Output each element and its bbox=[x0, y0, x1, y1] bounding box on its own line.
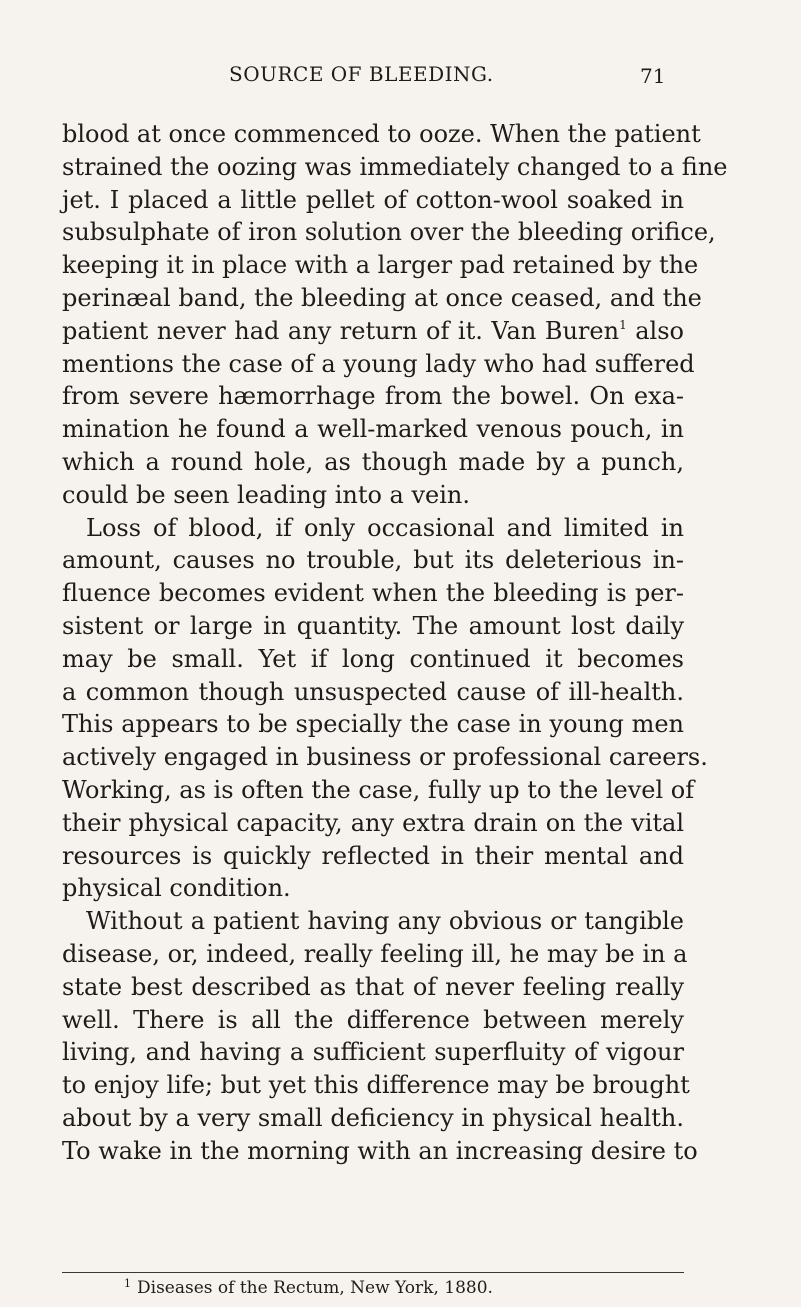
text-line: subsulphate of iron solution over the bleeding orifice, bbox=[62, 218, 716, 247]
footnote bbox=[124, 1277, 493, 1298]
text-line: their physical capacity, any extra drain on the vital bbox=[62, 808, 684, 837]
text-line: strained the oozing was immediately changed to a fine bbox=[62, 152, 728, 181]
text-line: may be small. Yet if long continued it becomes bbox=[62, 644, 684, 673]
text-line: This appears to be specially the case in young men bbox=[62, 710, 684, 739]
page-number: 71 bbox=[640, 64, 666, 88]
text-line: mentions the case of a young lady who had suffered bbox=[62, 349, 695, 378]
text-line: amount, causes no trouble, but its deleterious in- bbox=[62, 546, 684, 575]
text-line: Working, as is often the case, fully up to the level of bbox=[62, 775, 695, 804]
text-line: state best described as that of never feeling really bbox=[62, 972, 684, 1001]
footnote-marker: 1 bbox=[124, 1277, 131, 1290]
text-line: to enjoy life; but yet this difference may be brought bbox=[62, 1071, 690, 1100]
text-line: jet. I placed a little pellet of cotton-wool soaked in bbox=[62, 185, 684, 214]
text-line: disease, or, indeed, really feeling ill, he may be in a bbox=[62, 939, 688, 968]
text-line: sistent or large in quantity. The amount lost daily bbox=[62, 611, 684, 640]
text-line: physical condition. bbox=[62, 874, 291, 903]
text-line-segment: patient never had any return of it. Van Buren bbox=[62, 316, 620, 345]
text-line: living, and having a sufficient superfluity of vigour bbox=[62, 1038, 684, 1067]
text-line: fluence becomes evident when the bleeding is per- bbox=[62, 579, 684, 608]
text-line: actively engaged in business or professional careers. bbox=[62, 743, 708, 772]
footnote-text: Diseases of the Rectum, New York, 1880. bbox=[137, 1278, 493, 1298]
text-line: To wake in the morning with an increasing desire to bbox=[62, 1136, 698, 1165]
text-line: blood at once commenced to ooze. When the patient bbox=[62, 120, 701, 148]
text-line: resources is quickly reflected in their mental and bbox=[62, 841, 684, 870]
running-head: SOURCE OF BLEEDING. bbox=[229, 62, 494, 86]
text-line: keeping it in place with a larger pad retained by the bbox=[62, 251, 699, 280]
text-line: well. There is all the difference between merely bbox=[62, 1005, 684, 1034]
paragraph-start: Loss of blood, if only occasional and limited in bbox=[86, 513, 684, 542]
text-line: perinæal band, the bleeding at once ceased, and the bbox=[62, 283, 702, 312]
text-line: could be seen leading into a vein. bbox=[62, 480, 471, 509]
text-line-segment: also bbox=[626, 316, 684, 345]
text-line-with-footnote-ref bbox=[62, 315, 684, 348]
text-line: about by a very small deficiency in physical health. bbox=[62, 1103, 684, 1132]
footnote-reference[interactable]: 1 bbox=[619, 317, 627, 332]
text-line: from severe hæmorrhage from the bowel. On exa- bbox=[62, 382, 684, 411]
text-line: mination he found a well-marked venous pouch, in bbox=[62, 415, 684, 444]
text-line: which a round hole, as though made by a punch, bbox=[62, 447, 684, 476]
paragraph-start: Without a patient having any obvious or tangible bbox=[86, 907, 684, 936]
footnote-divider bbox=[62, 1272, 684, 1273]
body-text bbox=[62, 118, 728, 1168]
text-line: a common though unsuspected cause of ill-health. bbox=[62, 677, 684, 706]
